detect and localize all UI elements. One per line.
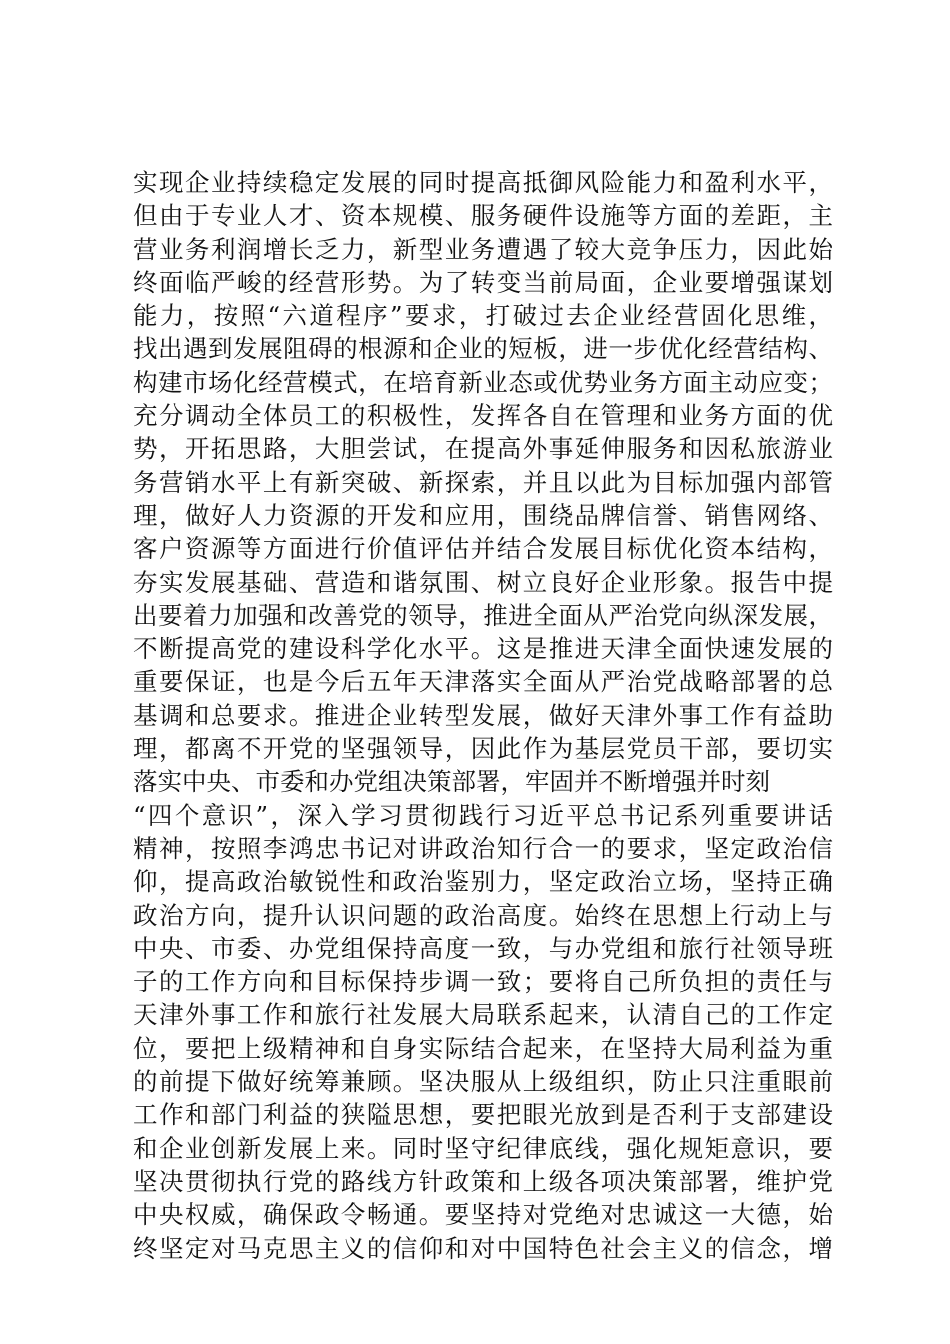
text-line: 中央权威，确保政令畅通。要坚持对党绝对忠诚这一大德，始 [133,1200,833,1230]
text-line: 营业务利润增长乏力，新型业务遭遇了较大竞争压力，因此始 [133,234,833,264]
text-line: 实现企业持续稳定发展的同时提高抵御风险能力和盈利水平， [133,168,833,197]
text-line: 终面临严峻的经营形势。为了转变当前局面，企业要增强谋划 [133,267,833,297]
text-line: 构建市场化经营模式，在培育新业态或优势业务方面主动应变； [133,367,833,397]
text-line: 重要保证，也是今后五年天津落实全面从严治党战略部署的总 [133,667,833,697]
text-line: 能力，按照“六道程序”要求，打破过去企业经营固化思维， [133,301,833,331]
text-line: 势，开拓思路，大胆尝试，在提高外事延伸服务和因私旅游业 [133,434,833,464]
text-line: 夯实发展基础、营造和谐氛围、树立良好企业形象。报告中提 [133,567,833,597]
text-line: 工作和部门利益的狭隘思想，要把眼光放到是否利于支部建设 [133,1100,833,1130]
text-line: 找出遇到发展阻碍的根源和企业的短板，进一步优化经营结构、 [133,334,833,364]
text-line: 不断提高党的建设科学化水平。这是推进天津全面快速发展的 [133,634,833,664]
text-line: 天津外事工作和旅行社发展大局联系起来，认清自己的工作定 [133,1000,833,1030]
text-line: 务营销水平上有新突破、新探索，并且以此为目标加强内部管 [133,467,833,497]
text-line: 落实中央、市委和办党组决策部署，牢固并不断增强并时刻 [133,767,770,797]
text-line: 理，做好人力资源的开发和应用，围绕品牌信誉、销售网络、 [133,500,833,530]
text-line: 位，要把上级精神和自身实际结合起来，在坚持大局利益为重 [133,1033,833,1063]
text-line: 仰，提高政治敏锐性和政治鉴别力，坚定政治立场，坚持正确 [133,867,833,897]
text-line: 坚决贯彻执行党的路线方针政策和上级各项决策部署，维护党 [133,1166,833,1196]
text-line: 理，都离不开党的坚强领导，因此作为基层党员干部，要切实 [133,734,833,764]
text-line: 客户资源等方面进行价值评估并结合发展目标优化资本结构， [133,534,833,564]
text-line: 基调和总要求。推进企业转型发展，做好天津外事工作有益助 [133,700,833,730]
text-line: “四个意识”，深入学习贯彻践行习近平总书记系列重要讲话 [133,800,833,830]
text-line: 子的工作方向和目标保持步调一致；要将自己所负担的责任与 [133,967,833,997]
text-line: 出要着力加强和改善党的领导，推进全面从严治党向纵深发展， [133,600,833,630]
text-line: 和企业创新发展上来。同时坚守纪律底线，强化规矩意识，要 [133,1133,833,1163]
text-line: 精神，按照李鸿忠书记对讲政治知行合一的要求，坚定政治信 [133,833,833,863]
text-line: 充分调动全体员工的积极性，发挥各自在管理和业务方面的优 [133,401,833,431]
text-line: 的前提下做好统筹兼顾。坚决服从上级组织，防止只注重眼前 [133,1067,833,1097]
text-line: 政治方向，提升认识问题的政治高度。始终在思想上行动上与 [133,900,833,930]
text-line: 终坚定对马克思主义的信仰和对中国特色社会主义的信念，增 [133,1233,833,1263]
text-line: 但由于专业人才、资本规模、服务硬件设施等方面的差距，主 [133,201,833,231]
text-line: 中央、市委、办党组保持高度一致，与办党组和旅行社领导班 [133,933,833,963]
body-paragraph [133,166,833,1265]
